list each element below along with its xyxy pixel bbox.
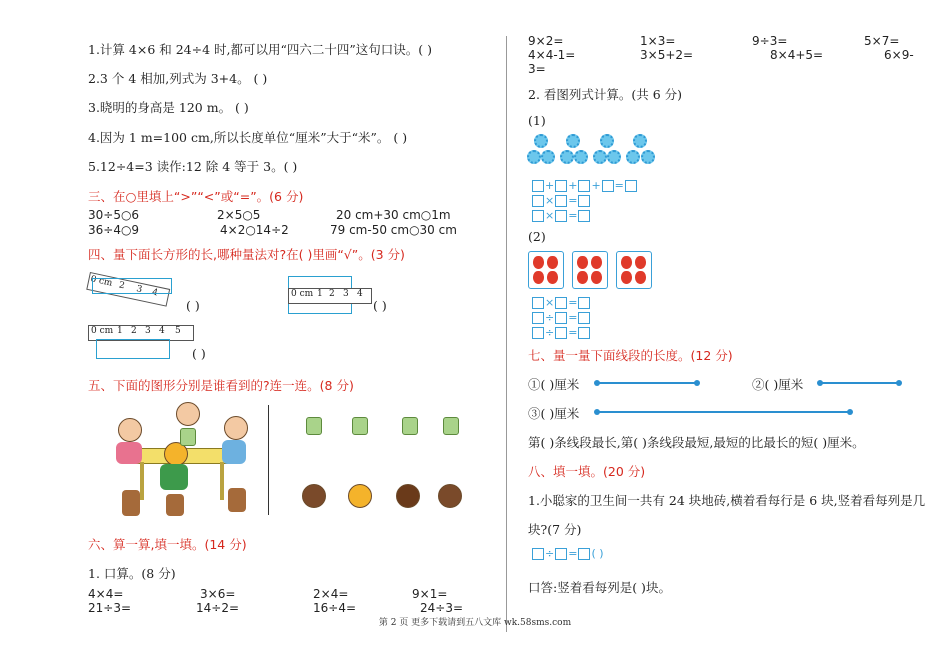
strawberry-icon — [533, 271, 544, 284]
teapot-view-icon — [443, 417, 459, 435]
answer-box[interactable] — [625, 180, 637, 192]
child-body — [116, 442, 142, 464]
strawberry-basket — [572, 251, 608, 289]
segment-endpoint — [594, 409, 600, 415]
flower-icon — [527, 150, 541, 164]
calc-item: 3×6= — [200, 587, 236, 601]
calc-item: 9×1= — [412, 587, 448, 601]
flower-icon — [600, 134, 614, 148]
calc-item: 9×2= — [528, 34, 564, 48]
equation-row-divide: ÷ = — [532, 310, 590, 325]
flower-icon — [641, 150, 655, 164]
answer-box[interactable] — [578, 180, 590, 192]
ruler-label: 3 — [135, 284, 144, 296]
flower-icon — [534, 134, 548, 148]
true-false-item-5: 5.12÷4=3 读作:12 除 4 等于 3。( ) — [88, 159, 298, 174]
ruler-label: 0 cm — [89, 274, 114, 289]
segment-2-label: ②( )厘米 — [752, 377, 804, 392]
section-3-title: 三、在○里填上“>”“<”或“=”。(6 分) — [88, 189, 304, 204]
calc-item: 6×9- — [884, 48, 914, 62]
calc-item: 5×7= — [864, 34, 900, 48]
child-face-icon — [348, 484, 372, 508]
ruler-label: 2 — [131, 326, 137, 336]
answer-box[interactable] — [532, 327, 544, 339]
answer-box[interactable] — [532, 180, 544, 192]
child-face-icon — [396, 484, 420, 508]
compare-item: 79 cm-50 cm○30 cm — [330, 223, 457, 237]
illustration-divider — [268, 405, 269, 515]
equation-row-divide: ÷ = — [532, 325, 590, 340]
measured-rectangle — [96, 339, 170, 359]
child-face-icon — [302, 484, 326, 508]
answer-box[interactable] — [578, 327, 590, 339]
answer-box[interactable] — [602, 180, 614, 192]
stool — [228, 488, 246, 512]
answer-box[interactable] — [555, 312, 567, 324]
answer-box[interactable] — [532, 297, 544, 309]
calc-item: 2×4= — [313, 587, 349, 601]
flower-icon — [626, 150, 640, 164]
answer-box[interactable] — [578, 297, 590, 309]
child-head — [118, 418, 142, 442]
picture-calc-title: 2. 看图列式计算。(共 6 分) — [528, 87, 683, 102]
flower-icon — [593, 150, 607, 164]
calc-item: 4×4= — [88, 587, 124, 601]
line-segment-3 — [597, 411, 850, 413]
equation-row-multiply: × = — [532, 295, 590, 310]
word-problem-line-2: 块?(7 分) — [528, 522, 582, 537]
strawberry-icon — [621, 271, 632, 284]
answer-box[interactable] — [532, 195, 544, 207]
compare-item: 4×2○14÷2 — [220, 223, 289, 237]
child-head — [224, 416, 248, 440]
segment-endpoint — [817, 380, 823, 386]
calc-item: 14÷2= — [196, 601, 240, 615]
calc-item: 3×5+2= — [640, 48, 694, 62]
ruler-label: 3 — [145, 326, 151, 336]
section-7-title: 七、量一量下面线段的长度。(12 分) — [528, 348, 733, 363]
strawberry-icon — [591, 271, 602, 284]
segment-3-label: ③( )厘米 — [528, 406, 580, 421]
child-body — [160, 464, 188, 490]
calc-item: 3= — [528, 62, 546, 76]
ruler-label: 4 — [357, 289, 363, 299]
answer-paren: ( ) — [186, 298, 200, 313]
answer-box[interactable] — [555, 210, 567, 222]
answer-box[interactable] — [555, 297, 567, 309]
ruler-label: 2 — [117, 280, 126, 292]
answer-box[interactable] — [555, 548, 567, 560]
calc-item: 24÷3= — [420, 601, 464, 615]
answer-box[interactable] — [578, 312, 590, 324]
ruler-label: 4 — [151, 287, 159, 299]
segment-endpoint — [896, 380, 902, 386]
compare-item: 36÷4○9 — [88, 223, 140, 237]
section-8-title: 八、填一填。(20 分) — [528, 464, 646, 479]
oral-answer: 口答:竖着看每列是( )块。 — [528, 580, 671, 595]
word-problem-line-1: 1.小聪家的卫生间一共有 24 块地砖,横着看每行是 6 块,竖着看每列是几 — [528, 493, 926, 508]
unit-paren: ( ) — [591, 546, 604, 560]
compare-item: 2×5○5 — [217, 208, 261, 222]
answer-box[interactable] — [578, 548, 590, 560]
stool — [122, 490, 140, 516]
part-1-label: (1) — [528, 113, 546, 128]
flower-icon — [574, 150, 588, 164]
strawberry-icon — [591, 256, 602, 269]
equation-row-add: + + + = — [532, 178, 637, 193]
compare-item: 20 cm+30 cm○1m — [336, 208, 451, 222]
ruler-label: 5 — [175, 326, 181, 336]
true-false-item-3: 3.晓明的身高是 120 m。 ( ) — [88, 100, 249, 115]
strawberry-icon — [635, 256, 646, 269]
stool — [166, 494, 184, 516]
segment-1-label: ①( )厘米 — [528, 377, 580, 392]
table-leg — [220, 462, 224, 500]
column-divider — [506, 36, 507, 632]
answer-box[interactable] — [555, 327, 567, 339]
part-2-label: (2) — [528, 229, 546, 244]
teapot — [180, 428, 196, 446]
strawberry-icon — [547, 271, 558, 284]
answer-box[interactable] — [532, 548, 544, 560]
answer-box[interactable] — [532, 210, 544, 222]
strawberry-icon — [577, 271, 588, 284]
calc-item: 1×3= — [640, 34, 676, 48]
true-false-item-1: 1.计算 4×6 和 24÷4 时,都可以用“四六二十四”这句口诀。( ) — [88, 42, 433, 57]
answer-box[interactable] — [578, 210, 590, 222]
calc-item: 4×4-1= — [528, 48, 576, 62]
calc-item: 16÷4= — [313, 601, 357, 615]
section-4-title: 四、量下面长方形的长,哪种量法对?在( )里画“√”。(3 分) — [88, 247, 405, 262]
ruler-label: 1 — [317, 289, 323, 299]
ruler-label: 4 — [159, 326, 165, 336]
strawberry-basket — [616, 251, 652, 289]
measured-rectangle — [92, 278, 172, 294]
answer-box[interactable] — [532, 312, 544, 324]
strawberry-basket — [528, 251, 564, 289]
compare-item: 30÷5○6 — [88, 208, 140, 222]
answer-paren: ( ) — [192, 346, 206, 361]
segment-compare: 第( )条线段最长,第( )条线段最短,最短的比最长的短( )厘米。 — [528, 435, 865, 450]
strawberry-icon — [635, 271, 646, 284]
answer-box[interactable] — [555, 195, 567, 207]
line-segment-1 — [597, 382, 697, 384]
child-head — [176, 402, 200, 426]
teapot-view-icon — [352, 417, 368, 435]
section-5-title: 五、下面的图形分别是谁看到的?连一连。(8 分) — [88, 378, 354, 393]
calc-item: 8×4+5= — [770, 48, 824, 62]
ruler-label: 0 cm — [291, 289, 314, 299]
strawberry-icon — [577, 256, 588, 269]
strawberry-icon — [547, 256, 558, 269]
answer-box[interactable] — [555, 180, 567, 192]
answer-box[interactable] — [578, 195, 590, 207]
flower-icon — [607, 150, 621, 164]
answer-paren: ( ) — [373, 298, 387, 313]
teapot-view-icon — [402, 417, 418, 435]
equation-row-multiply: × = — [532, 208, 590, 223]
ruler-label: 2 — [329, 289, 335, 299]
child-face-icon — [438, 484, 462, 508]
equation-row-divide: ÷ = ( ) — [532, 546, 605, 561]
child-body — [222, 440, 246, 464]
strawberry-icon — [533, 256, 544, 269]
page-footer: 第 2 页 更多下载请到五八文库 wk.58sms.com — [378, 618, 572, 628]
true-false-item-2: 2.3 个 4 相加,列式为 3+4。 ( ) — [88, 71, 268, 86]
segment-endpoint — [694, 380, 700, 386]
segment-endpoint — [847, 409, 853, 415]
ruler-straight — [288, 288, 372, 304]
ruler-label: 3 — [343, 289, 349, 299]
table-leg — [140, 462, 144, 500]
ruler-label: 0 cm — [91, 326, 114, 336]
flower-icon — [560, 150, 574, 164]
oral-calc-title: 1. 口算。(8 分) — [88, 566, 176, 581]
teapot-view-icon — [306, 417, 322, 435]
children-table-illustration — [110, 398, 260, 518]
strawberry-icon — [621, 256, 632, 269]
flower-icon — [633, 134, 647, 148]
flower-icon — [541, 150, 555, 164]
calc-item: 9÷3= — [752, 34, 788, 48]
segment-endpoint — [594, 380, 600, 386]
ruler-label: 1 — [117, 326, 123, 336]
section-6-title: 六、算一算,填一填。(14 分) — [88, 537, 247, 552]
true-false-item-4: 4.因为 1 m=100 cm,所以长度单位“厘米”大于“米”。 ( ) — [88, 130, 408, 145]
line-segment-2 — [820, 382, 899, 384]
equation-row-multiply: × = — [532, 193, 590, 208]
calc-item: 21÷3= — [88, 601, 132, 615]
flower-icon — [566, 134, 580, 148]
